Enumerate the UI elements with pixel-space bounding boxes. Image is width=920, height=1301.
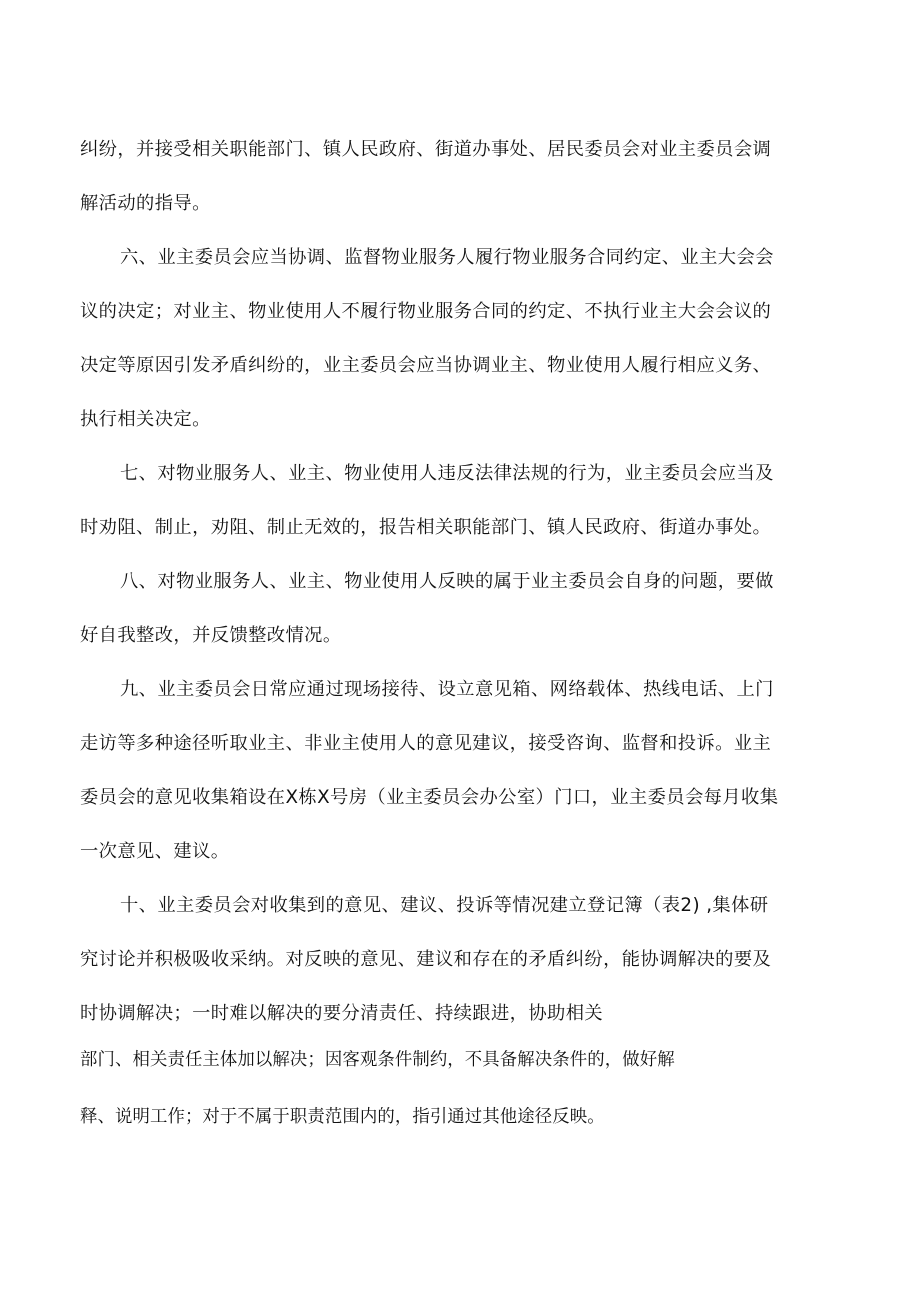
text-line: 委员会的意见收集箱设在X栋X号房（业主委员会办公室）门口，业主委员会每月收集	[80, 787, 779, 808]
paragraph-10-start: 十、业主委员会对收集到的意见、建议、投诉等情况建立登记簿（表2) ,集体研	[120, 895, 769, 916]
paragraph-9-start: 九、业主委员会日常应通过现场接待、设立意见箱、网络载体、热线电话、上门	[120, 679, 774, 700]
text-line: 好自我整改，并反馈整改情况。	[80, 625, 342, 646]
text-line: 部门、相关责任主体加以解决；因客观条件制约，不具备解决条件的，做好解	[80, 1050, 675, 1070]
text-line: 执行相关决定。	[80, 409, 211, 430]
text-line: 时劝阻、制止，劝阻、制止无效的，报告相关职能部门、镇人民政府、街道办事处。	[80, 517, 772, 538]
text-line: 究讨论并积极吸收采纳。对反映的意见、建议和存在的矛盾纠纷，能协调解决的要及	[80, 949, 772, 970]
text-line: 解活动的指导。	[80, 193, 211, 214]
text-line: 时协调解决；一时难以解决的要分清责任、持续跟进，协助相关	[80, 1003, 604, 1024]
text-line: 一次意见、建议。	[80, 841, 230, 862]
paragraph-6-start: 六、业主委员会应当协调、监督物业服务人履行物业服务合同约定、业主大会会	[120, 247, 774, 268]
text-line: 决定等原因引发矛盾纠纷的，业主委员会应当协调业主、物业使用人履行相应义务、	[80, 355, 772, 376]
text-line: 纠纷，并接受相关职能部门、镇人民政府、街道办事处、居民委员会对业主委员会调	[80, 139, 772, 160]
paragraph-8-start: 八、对物业服务人、业主、物业使用人反映的属于业主委员会自身的问题，要做	[120, 571, 774, 592]
text-line: 释、说明工作；对于不属于职责范围内的，指引通过其他途径反映。	[80, 1107, 605, 1127]
paragraph-7-start: 七、对物业服务人、业主、物业使用人违反法律法规的行为，业主委员会应当及	[120, 463, 774, 484]
text-line: 走访等多种途径听取业主、非业主使用人的意见建议，接受咨询、监督和投诉。业主	[80, 733, 772, 754]
text-line: 议的决定；对业主、物业使用人不履行物业服务合同的约定、不执行业主大会会议的	[80, 301, 772, 322]
